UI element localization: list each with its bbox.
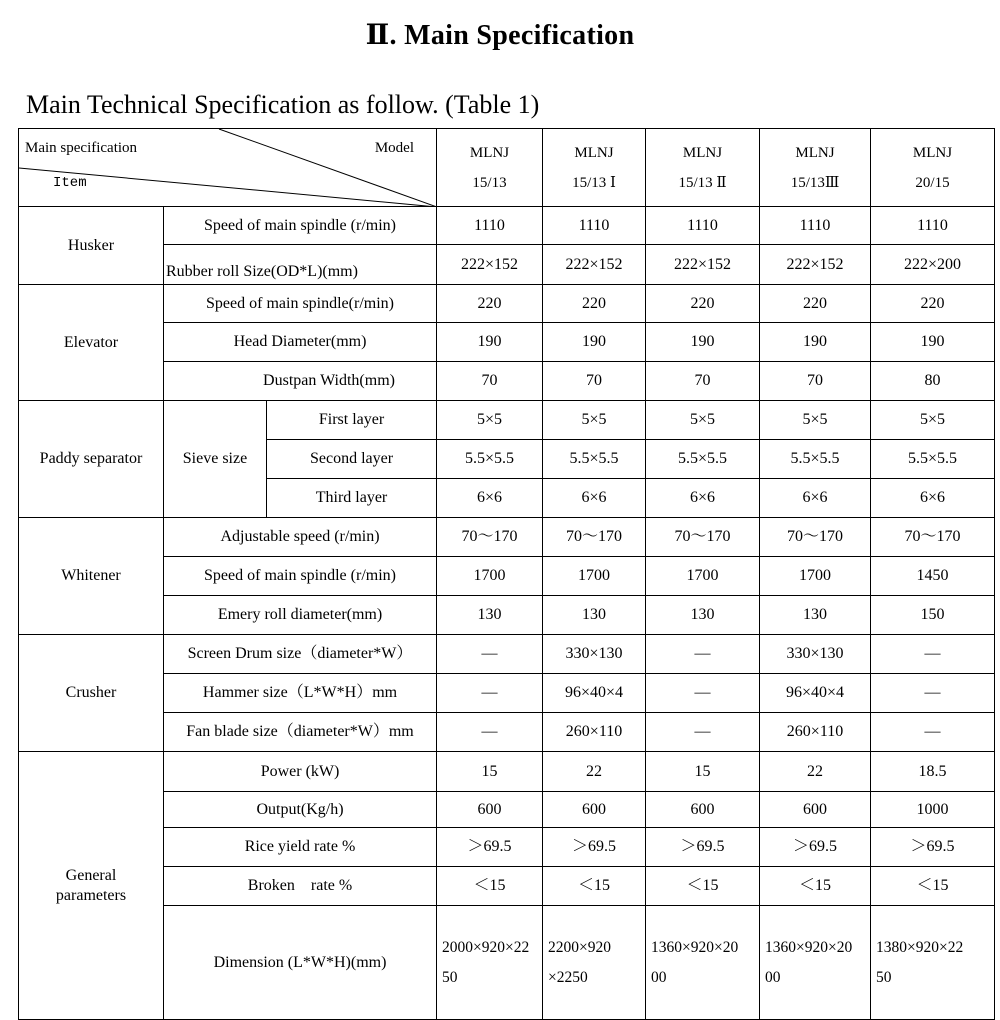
cell-value: ＜15 (543, 867, 646, 906)
row-label: Hammer size（L*W*H）mm (164, 674, 437, 713)
model-header: MLNJ 15/13 Ⅰ (543, 129, 646, 207)
table-row (19, 401, 995, 440)
group-label-paddy-separator: Paddy separator (19, 401, 164, 518)
cell-value: 220 (871, 285, 995, 323)
cell-value: 600 (760, 792, 871, 828)
cell-value: 150 (871, 596, 995, 635)
cell-value: 260×110 (760, 713, 871, 752)
cell-value: 70 (760, 362, 871, 401)
cell-value: — (437, 674, 543, 713)
cell-value: 5×5 (646, 401, 760, 440)
row-label: Rubber roll Size(OD*L)(mm) (164, 245, 437, 285)
cell-value: 130 (437, 596, 543, 635)
cell-value: — (437, 635, 543, 674)
cell-value: 6×6 (543, 479, 646, 518)
corner-main-spec-label: Main specification (25, 140, 138, 156)
corner-header-cell (19, 129, 437, 207)
cell-value: 70～170 (871, 518, 995, 557)
cell-value: 1700 (437, 557, 543, 596)
cell-value: 70 (543, 362, 646, 401)
table-row (19, 323, 995, 362)
table-row (19, 285, 995, 323)
cell-value: — (871, 635, 995, 674)
cell-value: 222×152 (760, 245, 871, 285)
row-label: Third layer (267, 479, 437, 518)
cell-value: 130 (543, 596, 646, 635)
row-label: Dimension (L*W*H)(mm) (164, 906, 437, 1020)
cell-value: 1110 (760, 207, 871, 245)
cell-value: 5×5 (760, 401, 871, 440)
cell-value: 6×6 (871, 479, 995, 518)
cell-value: 1110 (646, 207, 760, 245)
cell-value: 130 (646, 596, 760, 635)
cell-value: 5.5×5.5 (437, 440, 543, 479)
cell-value: 1360×920×20 00 (646, 906, 760, 1020)
cell-value: 220 (543, 285, 646, 323)
group-label-whitener: Whitener (19, 518, 164, 635)
cell-value: 1360×920×20 00 (760, 906, 871, 1020)
row-label: Power (kW) (164, 752, 437, 792)
row-label: Speed of main spindle (r/min) (164, 557, 437, 596)
cell-value: ＞69.5 (646, 828, 760, 867)
cell-value: 222×152 (646, 245, 760, 285)
cell-value: ＞69.5 (437, 828, 543, 867)
row-label: First layer (267, 401, 437, 440)
cell-value: 70～170 (646, 518, 760, 557)
model-header: MLNJ 20/15 (871, 129, 995, 207)
cell-value: 5×5 (871, 401, 995, 440)
cell-value: 18.5 (871, 752, 995, 792)
cell-value: 600 (543, 792, 646, 828)
corner-item-label: Item (53, 175, 87, 191)
cell-value: — (646, 635, 760, 674)
cell-value: 1380×920×22 50 (871, 906, 995, 1020)
group-label-husker: Husker (19, 207, 164, 285)
cell-value: — (871, 713, 995, 752)
cell-value: 70～170 (760, 518, 871, 557)
cell-value: 1700 (760, 557, 871, 596)
page-title: Ⅱ. Main Specification (365, 20, 635, 51)
cell-value: 260×110 (543, 713, 646, 752)
cell-value: 220 (646, 285, 760, 323)
cell-value: 1000 (871, 792, 995, 828)
cell-value: ＜15 (646, 867, 760, 906)
cell-value: 600 (646, 792, 760, 828)
cell-value: 220 (437, 285, 543, 323)
cell-value: 22 (543, 752, 646, 792)
table-row (19, 362, 995, 401)
cell-value: 220 (760, 285, 871, 323)
table-row (19, 596, 995, 635)
table-row (19, 245, 995, 285)
cell-value: 1700 (543, 557, 646, 596)
model-header: MLNJ 15/13 Ⅱ (646, 129, 760, 207)
cell-value: ＜15 (760, 867, 871, 906)
table-row (19, 518, 995, 557)
cell-value: — (871, 674, 995, 713)
cell-value: 600 (437, 792, 543, 828)
row-label: Speed of main spindle(r/min) (164, 285, 437, 323)
row-label: Emery roll diameter(mm) (164, 596, 437, 635)
cell-value: 190 (871, 323, 995, 362)
row-label: Dustpan Width(mm) (164, 362, 437, 401)
cell-value: 130 (760, 596, 871, 635)
cell-value: 5×5 (543, 401, 646, 440)
cell-value: 1700 (646, 557, 760, 596)
cell-value: 5.5×5.5 (543, 440, 646, 479)
cell-value: 5.5×5.5 (760, 440, 871, 479)
cell-value: 330×130 (760, 635, 871, 674)
table-row (19, 752, 995, 792)
row-label: Head Diameter(mm) (164, 323, 437, 362)
cell-value: 222×152 (437, 245, 543, 285)
row-label: Broken rate % (164, 867, 437, 906)
row-label: Speed of main spindle (r/min) (164, 207, 437, 245)
table-row (19, 867, 995, 906)
cell-value: 70 (437, 362, 543, 401)
row-label: Screen Drum size（diameter*W） (164, 635, 437, 674)
corner-model-label: Model (374, 140, 415, 156)
row-label: Adjustable speed (r/min) (164, 518, 437, 557)
cell-value: 5.5×5.5 (871, 440, 995, 479)
cell-value: 80 (871, 362, 995, 401)
table-row (19, 674, 995, 713)
row-label: Rice yield rate % (164, 828, 437, 867)
cell-value: 6×6 (760, 479, 871, 518)
cell-value: — (646, 713, 760, 752)
table-row (19, 828, 995, 867)
cell-value: 222×152 (543, 245, 646, 285)
cell-value: 96×40×4 (543, 674, 646, 713)
row-label: Output(Kg/h) (164, 792, 437, 828)
group-label-elevator: Elevator (19, 285, 164, 401)
cell-value: 2200×920 ×2250 (543, 906, 646, 1020)
cell-value: 5.5×5.5 (646, 440, 760, 479)
group-label-general-parameters: General parameters (19, 752, 164, 1020)
table-caption: Main Technical Specification as follow. (Table 1) (26, 90, 540, 119)
model-header: MLNJ 15/13Ⅲ (760, 129, 871, 207)
header-row (19, 129, 995, 207)
cell-value: 1110 (543, 207, 646, 245)
table-row (19, 792, 995, 828)
cell-value: ＞69.5 (871, 828, 995, 867)
cell-value: 330×130 (543, 635, 646, 674)
cell-value: 70～170 (437, 518, 543, 557)
cell-value: ＜15 (871, 867, 995, 906)
row-label: Second layer (267, 440, 437, 479)
cell-value: 190 (760, 323, 871, 362)
cell-value: 1110 (871, 207, 995, 245)
cell-value: 6×6 (437, 479, 543, 518)
spec-table (18, 128, 995, 1020)
group-label-crusher: Crusher (19, 635, 164, 752)
cell-value: — (646, 674, 760, 713)
row-label: Fan blade size（diameter*W）mm (164, 713, 437, 752)
cell-value: 190 (543, 323, 646, 362)
model-header: MLNJ 15/13 (437, 129, 543, 207)
table-row (19, 713, 995, 752)
cell-value: 1450 (871, 557, 995, 596)
cell-value: 70～170 (543, 518, 646, 557)
cell-value: 222×200 (871, 245, 995, 285)
table-row (19, 906, 995, 1020)
table-row (19, 557, 995, 596)
cell-value: 190 (646, 323, 760, 362)
table-row (19, 207, 995, 245)
cell-value: 6×6 (646, 479, 760, 518)
cell-value: 22 (760, 752, 871, 792)
cell-value: 1110 (437, 207, 543, 245)
cell-value: ＞69.5 (760, 828, 871, 867)
cell-value: 15 (646, 752, 760, 792)
cell-value: 5×5 (437, 401, 543, 440)
cell-value: ＜15 (437, 867, 543, 906)
cell-value: 2000×920×22 50 (437, 906, 543, 1020)
table-row (19, 635, 995, 674)
cell-value: — (437, 713, 543, 752)
cell-value: 15 (437, 752, 543, 792)
cell-value: 70 (646, 362, 760, 401)
cell-value: 190 (437, 323, 543, 362)
cell-value: ＞69.5 (543, 828, 646, 867)
cell-value: 96×40×4 (760, 674, 871, 713)
sub-group-label-sieve-size: Sieve size (164, 401, 267, 518)
